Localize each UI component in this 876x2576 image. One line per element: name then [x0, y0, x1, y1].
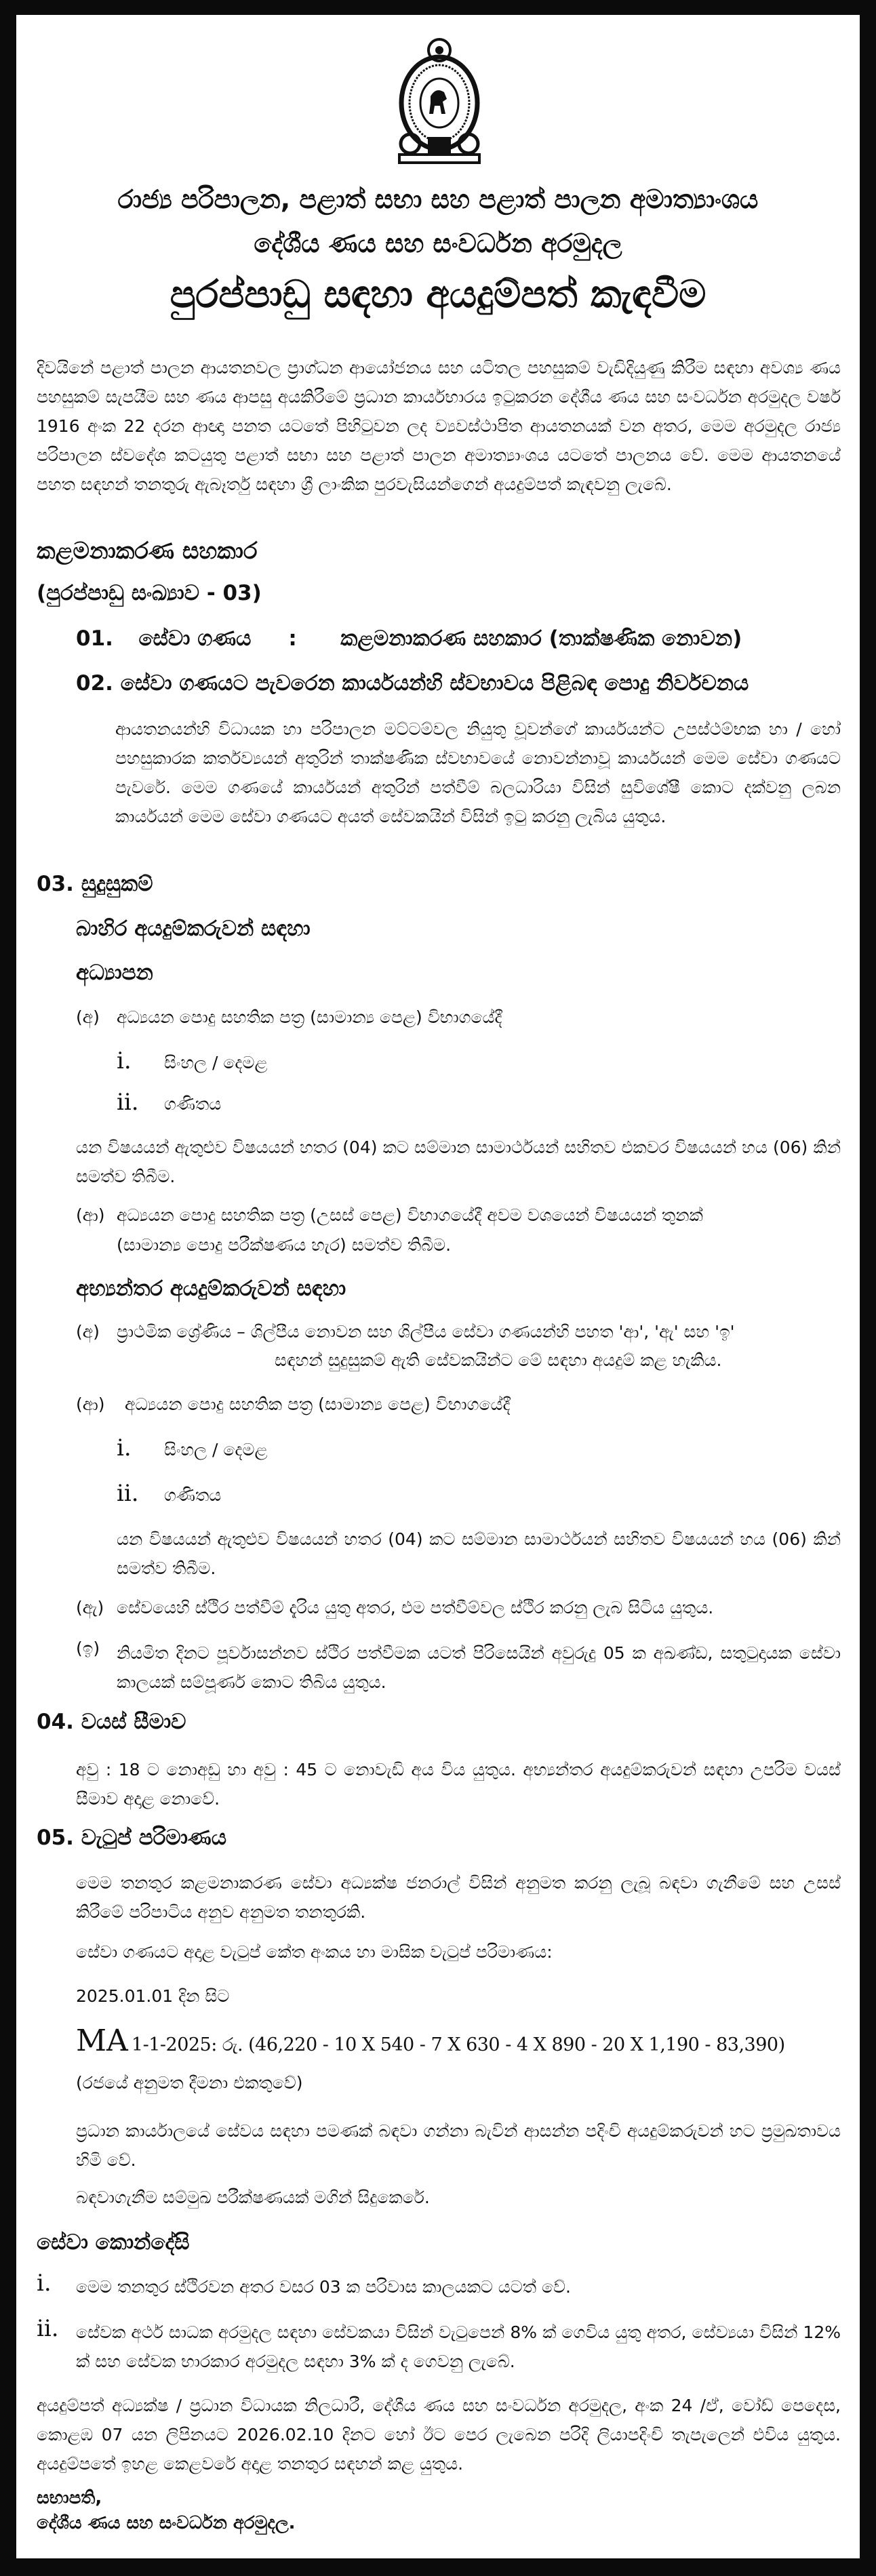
- section-number: 01.: [76, 626, 113, 651]
- subject-name: ගණිතය: [164, 1485, 222, 1505]
- internal-qualification-ae: [76, 1598, 713, 1618]
- recruitment-method: බඳවාගැනීම සම්මුඛ පරීක්ෂණයක් මගින් සිදුකෙරේ.: [76, 2188, 430, 2207]
- item-text: සේවයෙහි ස්ථිර පත්වීම් දැරිය යුතු අතර, එම පත්වීම්වල ස්ථිර කරනු ලැබ සිටිය යුතුය.: [117, 1598, 714, 1617]
- item-label: (ආ): [76, 1394, 105, 1414]
- item-text: නියමිත දිනට පූර්වාසන්නව ස්ථිර පත්වීමක යටත් පිරිසෙයින් අවුරුදු 05 ක අඛණ්ඩ, සතුටුදායක සේවා කාලයක් සම්පූර්ණ කොට තිබිය යුතුය.: [117, 1643, 841, 1692]
- subject-item: [117, 1480, 221, 1507]
- education-heading: අධ්‍යාපන: [76, 961, 153, 985]
- vacancy-count: (පුරප්පාඩු සංඛ්‍යාව - 03): [37, 581, 262, 605]
- item-text: අධ්‍යයන පොදු සහතික පත්‍ර (සාමාන්‍ය පෙළ) විභාගයේදී: [125, 1394, 511, 1414]
- notice-title: පුරප්පාඩු සඳහා අයදුම්පත් කැඳවීම: [170, 273, 706, 317]
- subject-name: සිංහල / දෙමළ: [164, 1440, 268, 1460]
- internal-qualification-a: [76, 1322, 735, 1342]
- item-number: i.: [117, 1047, 132, 1074]
- external-qualification-aa: [76, 1205, 703, 1226]
- priority-text: ප්‍රධාන කාර්යාලයේ සේවය සඳහා පමණක් බඳවා ගන්නා බැවින් ආසන්න පදිංචි අයදුම්කරුවන් හට ප්‍රමුඛතාවය හිමි වේ.: [76, 2121, 841, 2170]
- item-text: අධ්‍යයන පොදු සහතික පත්‍ර (උසස් පෙළ) විභාගයේදී අවම වශයෙන් විෂයයන් තුනක්: [117, 1205, 703, 1225]
- internal-qualification-aa: [76, 1394, 511, 1415]
- item-number: ii.: [37, 2315, 59, 2342]
- external-subjects-note: යන විෂයයන් ඇතුළුව විෂයයන් හතර (04) කට සම්මාන සාමාර්ථයන් සහිතව එකවර විෂයයන් හය (06) කින් සමත්ව තිබීම.: [76, 1138, 841, 1186]
- salary-code: MA: [76, 2024, 128, 2058]
- signatory-organization: දේශීය ණය සහ සංවර්ධන අරමුදල.: [37, 2513, 296, 2533]
- sri-lanka-emblem-icon: [395, 35, 483, 165]
- application-instructions: අයදුම්පත් අධ්‍යක්ෂ / ප්‍රධාන විධායක නිලධාරී, දේශීය ණය සහ සංවර්ධන අරමුදල, අංක 24 /ඒ, වෝඩ් පෙදෙස, කොළඹ 07 යන ලිපිනයට 2026.02.10 දිනට හෝ ඊට පෙර ලැබෙන පරිදි ලියාපදිංචි තැපැලෙන් එවිය යුතුය. අයදුම්පතේ ඉහළ කෙළවරේ අදාළ තනතුර සඳහන් කළ යුතුය.: [37, 2396, 841, 2474]
- organization-name: දේශීය ණය සහ සංවර්ධන අරමුදල: [254, 228, 622, 258]
- section-02-heading: 02. සේවා ගණයට පැවරෙන කාර්යයන්හි ස්වභාවය පිළිබඳ පොදු නිර්වචනය: [76, 671, 749, 696]
- item-label: (ඇ): [76, 1598, 104, 1617]
- item-label: (අ): [76, 1007, 100, 1027]
- section-03-heading: 03. සුදුසුකම්: [37, 872, 153, 896]
- service-conditions-heading: සේවා කොන්දේසි: [37, 2230, 190, 2255]
- item-text: මෙම තනතුර ස්ථිරවන අතර වසර 03 ක පරිවාස කාලයකට යටත් වේ.: [76, 2277, 571, 2297]
- item-number: ii.: [117, 1480, 139, 1507]
- service-category-row: [76, 626, 742, 651]
- internal-qualification-i: [76, 1638, 841, 1697]
- internal-qualification-a-continued: සඳහන් සුදුසුකම් ඇති සේවකයින්ට මේ සඳහා අයදුම් කළ හැකිය.: [275, 1350, 722, 1370]
- salary-description: මෙම තනතුර කළමනාකරණ සේවා අධ්‍යක්ෂ ජනරාල් විසින් අනුමත කරනු ලැබූ බඳවා ගැනීමේ සහ උසස් කිරීමේ පරිපාටිය අනුව අනුමත තනතුරකි.: [76, 1873, 841, 1922]
- service-category-label: සේවා ගණය: [138, 626, 252, 651]
- salary-formula: 1-1-2025: රු. (46,220 - 10 X 540 - 7 X 630 - 4 X 890 - 20 X 1,190 - 83,390): [131, 2034, 785, 2055]
- ministry-name: රාජ්‍ය පරිපාලන, පළාත් සභා සහ පළාත් පාලන අමාත්‍යාංශය: [117, 184, 759, 214]
- section-05-heading: 05. වැටුප් පරිමාණය: [37, 1826, 227, 1850]
- subject-item: [117, 1434, 268, 1462]
- salary-code-row: [76, 2024, 785, 2058]
- age-limit-text: අවු : 18 ට නොඅඩු හා අවු : 45 ට නොවැඩි අය විය යුතුය. අභ්‍යන්තර අයදුම්කරුවන් සඳහා උපරිම වයස් සීමාව අදාළ නොවේ.: [76, 1760, 841, 1809]
- external-qualification-a: [76, 1007, 502, 1028]
- intro-paragraph: දිවයිනේ පළාත් පාලන ආයතනවල ප්‍රාග්ධන ආයෝජනය සහ යටිතල පහසුකම් වැඩිදියුණු කිරීම සඳහා අවශ්‍ය ණය පහසුකම් සැපයීම සහ ණය ආපසු අයකිරීමේ ප්‍රධාන කාර්යභාරය ඉටුකරන දේශීය ණය සහ සංවර්ධන අරමුදල වර්ෂ 1916 අංක 22 දරන ආඥා පනත යටතේ පිහිටුවන ලද ව්‍යවස්ථාපිත ආයතනයක් වන අතර, මෙම අරමුදල රාජ්‍ය පරිපාලන ස්වදේශ කටයුතු පළාත් සභා සහ පළාත් පාලන අමාත්‍යාංශය යටතේ පාලනය වේ. මෙම ආයතනයේ පහත සඳහන් තනතුරු ඇබෑර්තු සඳහා ශ්‍රී ලාංකික පුරවැසියන්ගෙන් අයදුම්පත් කැඳවනු ලැබේ.: [37, 358, 841, 494]
- item-label: (අ): [76, 1322, 100, 1342]
- duties-paragraph: ආයතනයන්හි විධායක හා පරිපාලන මට්ටම්වල නියුතු වූවන්ගේ කාර්යයන්ට උපස්ථම්භක හා / හෝ පහසුකාරක කර්තව්‍යයන් අතුරින් තාක්ෂණික ස්වභාවයේ නොවන්නාවූ කාර්යයන් මෙම සේවා ගණයට පැවරේ. මෙම ගණයේ කාර්යයන් අතුරින් පත්වීම් බලධාරියා විසින් සුවිශේෂී කොට දක්වනු ලබන කාර්යයන් මෙම සේවා ගණයට අයත් සේවකයින් විසින් ඉටු කරනු ලැබිය යුතුය.: [115, 719, 841, 826]
- external-applicants-heading: බාහිර අයදුම්කරුවන් සඳහා: [76, 917, 311, 941]
- section-04-heading: 04. වයස් සීමාව: [37, 1710, 186, 1734]
- internal-subjects-note: යන විෂයයන් ඇතුළුව විෂයයන් හතර (04) කට සම්මාන සාමාර්ථයන් සහිතව විෂයයන් හය (06) කින් සමත්ව තිබීම.: [117, 1529, 841, 1578]
- subject-name: ගණිතය: [164, 1094, 222, 1114]
- condition-item: [37, 2272, 841, 2301]
- item-number: i.: [37, 2270, 52, 2297]
- effective-date: 2025.01.01 දින සිට: [76, 1986, 230, 2006]
- subject-item: [117, 1047, 268, 1074]
- item-text: අධ්‍යයන පොදු සහතික පත්‍ර (සාමාන්‍ය පෙළ) විභාගයේදී: [117, 1007, 502, 1027]
- service-category-value: කළමනාකරණ සහකාර (තාක්ෂණික නොවන): [340, 626, 742, 651]
- item-label: (ආ): [76, 1205, 105, 1225]
- signatory-title: සභාපති,: [37, 2488, 102, 2508]
- item-number: i.: [117, 1434, 132, 1462]
- colon: :: [288, 626, 297, 651]
- allowance-note: (රජයේ අනුමත දීමනා එකතුවේ): [76, 2073, 303, 2093]
- external-qualification-aa-continued: (සාමාන්‍ය පොදු පරීක්ෂණය හැර) සමත්ව තිබීම.: [117, 1235, 452, 1255]
- item-label: (ඉ): [76, 1638, 100, 1658]
- condition-item: [37, 2315, 841, 2376]
- item-text: ප්‍රාථමික ශ්‍රේණිය – ශිල්පීය නොවන සහ ශිල්පීය සේවා ගණයන්හි පහත 'ආ', 'ඇ' සහ 'ඉ': [117, 1322, 735, 1342]
- subject-item: [117, 1089, 221, 1116]
- salary-scale-label: සේවා ගණයට අදාළ වැටුප් කේත අංකය හා මාසික වැටුප් පරිමාණය:: [76, 1942, 553, 1962]
- internal-applicants-heading: අභ්‍යන්තර අයදුම්කරුවන් සඳහා: [76, 1276, 346, 1301]
- subject-name: සිංහල / දෙමළ: [164, 1053, 268, 1072]
- item-text: සේවක අර්ථ සාධක අරමුදල සඳහා සේවකයා විසින් වැටුපෙන් 8% ක් ගෙවිය යුතු අතර, සේව්‍යයා විසින් 12% ක් සහ සේවක භාරකාර අරමුදල සඳහා 3% ක් ද ගෙවනු ලැබේ.: [76, 2322, 841, 2371]
- item-number: ii.: [117, 1089, 139, 1116]
- post-title: කළමනාකරණ සහකාර: [37, 538, 258, 565]
